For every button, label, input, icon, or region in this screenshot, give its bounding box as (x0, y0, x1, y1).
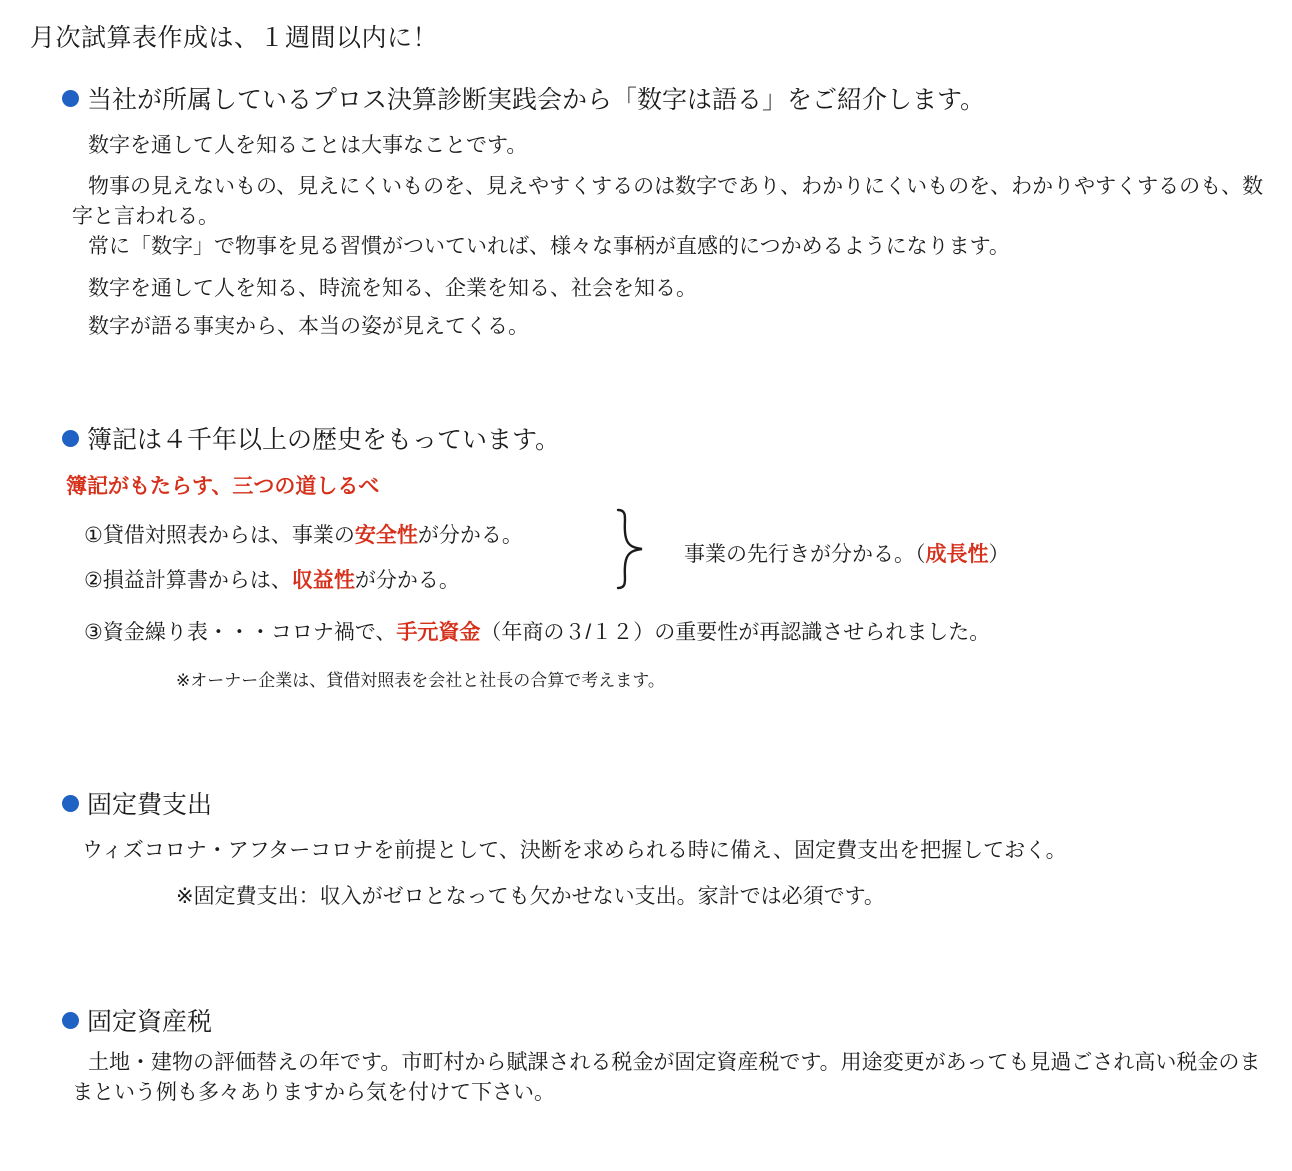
blue-bullet-icon (62, 90, 79, 107)
section-heading-1 (62, 80, 985, 116)
section-4-paragraph-1: 土地・建物の評価替えの年です。市町村から賦課される税金が固定資産税です。用途変更があっても見過ごされ高い税金のままという例も多々ありますから気を付けて下さい。 (72, 1051, 1261, 1104)
brace-note-post: ） (988, 543, 1010, 566)
section-1-paragraph-1: 数字を通して人を知ることは大事なことです。 (88, 134, 528, 157)
blue-bullet-icon (62, 1012, 79, 1029)
blue-bullet-icon (62, 430, 79, 447)
list-item-2-pre: ②損益計算書からは、 (84, 569, 292, 592)
section-heading-1-label: 当社が所属しているプロス決算診断実践会から「数字は語る」をご紹介します。 (87, 86, 986, 114)
section-2-footnote: ※オーナー企業は、貸借対照表を会社と社長の合算で考えます。 (176, 671, 665, 690)
section-heading-4-label: 固定資産税 (87, 1008, 213, 1036)
section-heading-3 (62, 785, 212, 821)
list-item (84, 616, 990, 646)
section-2-subheading: 簿記がもたらす、三つの道しるべ (66, 475, 380, 498)
list-item (84, 519, 523, 549)
section-heading-2 (62, 420, 560, 456)
page-title: 月次試算表作成は、１週間以内に！ (30, 24, 439, 52)
section-heading-2-label: 簿記は４千年以上の歴史をもっています。 (87, 426, 561, 454)
section-1-paragraph-2: 物事の見えないもの、見えにくいものを、見えやすくするのは数字であり、わかりにくいものを、わかりやすくするのも、数字と言われる。 (72, 175, 1264, 228)
section-1-paragraph-3: 常に「数字」で物事を見る習慣がついていれば、様々な事柄が直感的につかめるようになります。 (88, 235, 1010, 258)
curly-brace-icon (612, 508, 654, 590)
list-item-3-highlight: 手元資金 (396, 621, 481, 644)
list-item-2-highlight: 収益性 (291, 569, 355, 592)
section-heading-4 (62, 1002, 212, 1038)
list-item-1-highlight: 安全性 (354, 524, 418, 547)
blue-bullet-icon (62, 795, 79, 812)
section-3-paragraph-1: ウィズコロナ・アフターコロナを前提として、決断を求められる時に備え、固定費支出を把握しておく。 (82, 839, 1067, 862)
section-1-paragraph-4: 数字を通して人を知る、時流を知る、企業を知る、社会を知る。 (88, 277, 697, 300)
list-item-1-post: が分かる。 (417, 524, 523, 547)
section-heading-3-label: 固定費支出 (87, 791, 213, 819)
list-item-1-pre: ①貸借対照表からは、事業の (84, 524, 355, 547)
section-1-paragraph-5: 数字が語る事実から、本当の姿が見えてくる。 (88, 315, 529, 338)
list-item-3-pre: ③資金繰り表・・・コロナ禍で、 (84, 621, 397, 644)
list-item (84, 564, 460, 594)
list-item-3-post: （年商の３/１２）の重要性が再認識させられました。 (480, 621, 991, 644)
brace-note-pre: 事業の先行きが分かる。（ (684, 543, 926, 566)
section-3-footnote: ※固定費支出：収入がゼロとなっても欠かせない支出。家計では必須です。 (176, 885, 885, 908)
brace-note-highlight: 成長性 (925, 543, 989, 566)
list-item-2-post: が分かる。 (354, 569, 460, 592)
brace-note (684, 538, 1010, 568)
